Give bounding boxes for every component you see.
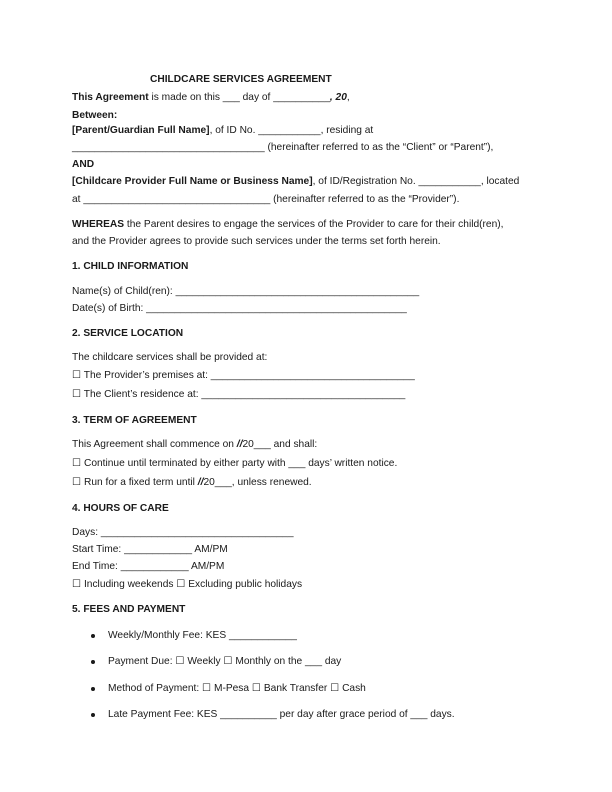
section-4-heading: 4. HOURS OF CARE: [72, 503, 169, 514]
weekend-holiday-options: ☐ Including weekends ☐ Excluding public holidays: [72, 579, 303, 590]
parent-line: [72, 124, 373, 137]
parent-name-label: [Parent/Guardian Full Name]: [72, 125, 210, 136]
start-time-field: Start Time: ____________ AM/PM: [72, 544, 228, 555]
days-field: Days: __________________________________: [72, 527, 294, 538]
child-dob-field: Date(s) of Birth: ______________________________________________: [72, 303, 407, 314]
provider-line: [72, 175, 519, 188]
section-1-heading: 1. CHILD INFORMATION: [72, 261, 189, 272]
whereas-text: the Parent desires to engage the services of the Provider to care for their child(ren),: [124, 219, 504, 230]
bullet-icon: [91, 713, 95, 717]
agreement-year: , 20: [329, 92, 347, 103]
whereas-line: [72, 218, 503, 231]
fixed-term-slashes: //: [197, 477, 204, 488]
bullet-icon: [91, 687, 95, 691]
bullet-icon: [91, 660, 95, 664]
late-fee-item: Late Payment Fee: KES __________ per day after grace period of ___ days.: [108, 709, 455, 720]
client-residence-option: ☐ The Client’s residence at: ____________________________________: [72, 389, 406, 400]
payment-method-item: Method of Payment: ☐ M-Pesa ☐ Bank Transfer ☐ Cash: [108, 683, 366, 694]
parent-address-line: __________________________________ (hereinafter referred to as the “Client” or “Parent”),: [72, 142, 494, 153]
agreement-label: This Agreement: [72, 92, 149, 103]
service-location-intro: The childcare services shall be provided at:: [72, 352, 268, 363]
section-2-heading: 2. SERVICE LOCATION: [72, 328, 184, 339]
fixed-term-option: [72, 476, 312, 489]
provider-id-text: , of ID/Registration No. ___________, located: [312, 176, 520, 187]
commence-line: [72, 438, 317, 451]
whereas-label: WHEREAS: [72, 219, 125, 230]
section-3-heading: 3. TERM OF AGREEMENT: [72, 415, 197, 426]
document-title: CHILDCARE SERVICES AGREEMENT: [150, 74, 332, 85]
continue-until-terminated-option: ☐ Continue until terminated by either party with ___ days’ written notice.: [72, 458, 398, 469]
whereas-line-2: and the Provider agrees to provide such services under the terms set forth herein.: [72, 236, 441, 247]
section-5-heading: 5. FEES AND PAYMENT: [72, 604, 186, 615]
parent-id-text: , of ID No. ___________, residing at: [209, 125, 374, 136]
provider-premises-option: ☐ The Provider’s premises at: ____________________________________: [72, 370, 415, 381]
commence-slashes: //: [236, 439, 243, 450]
fee-item: Weekly/Monthly Fee: KES ____________: [108, 630, 297, 641]
agreement-date-line: [72, 91, 350, 104]
fixed-term-text: ☐ Run for a fixed term until: [72, 477, 198, 488]
commence-text: This Agreement shall commence on: [72, 439, 237, 450]
child-names-field: Name(s) of Child(ren): ___________________________________________: [72, 286, 420, 297]
agreement-date-end: ,: [346, 92, 350, 103]
bullet-icon: [91, 634, 95, 638]
fixed-term-year: 20___, unless renewed.: [203, 477, 312, 488]
end-time-field: End Time: ____________ AM/PM: [72, 561, 225, 572]
between-label: Between:: [72, 110, 118, 121]
and-label: AND: [72, 159, 95, 170]
commence-year: 20___ and shall:: [242, 439, 318, 450]
provider-name-label: [Childcare Provider Full Name or Business Name]: [72, 176, 313, 187]
payment-due-item: Payment Due: ☐ Weekly ☐ Monthly on the ___ day: [108, 656, 342, 667]
provider-address-line: at _________________________________ (hereinafter referred to as the “Provider”).: [72, 194, 460, 205]
agreement-date-text: is made on this ___ day of __________: [148, 92, 330, 103]
